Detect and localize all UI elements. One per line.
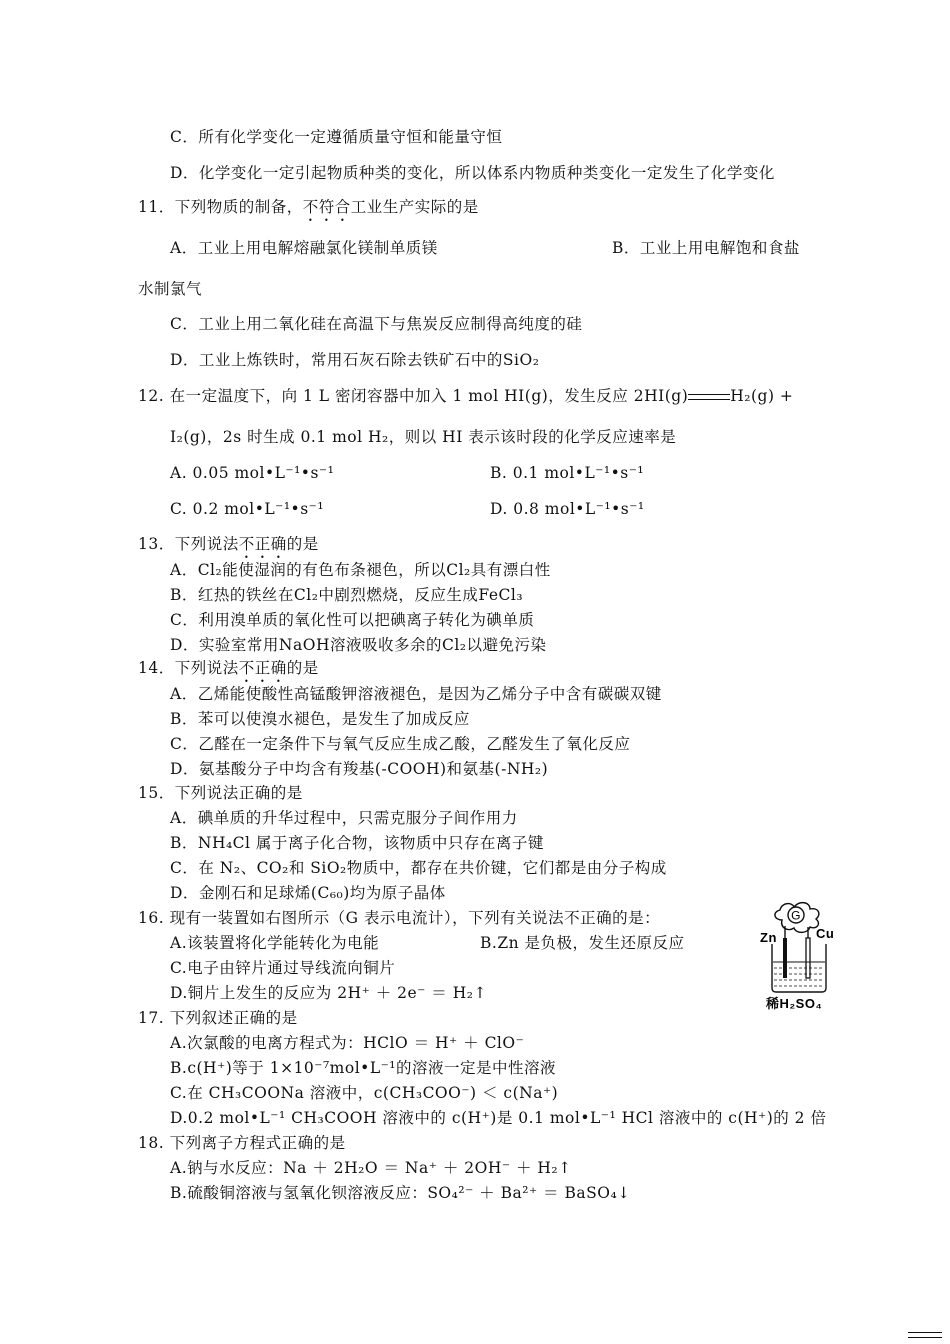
q12-stem-cont: I₂(g)，2s 时生成 0.1 mol H₂，则以 HI 表示该时段的化学反应速率是 (170, 428, 677, 446)
q16-option-a: A.该装置将化学能转化为电能 (170, 934, 380, 952)
q14-emphasis: 不正确 (238, 659, 287, 677)
q12-option-a: A. 0.05 mol•L⁻¹•s⁻¹ (170, 464, 335, 482)
corner-arrow-icon (908, 1332, 942, 1340)
q14-option-d: D．氨基酸分子中均含有羧基(-COOH)和氨基(-NH₂) (170, 760, 549, 778)
galvanic-cell-figure (752, 900, 852, 1016)
q15-option-c: C．在 N₂、CO₂和 SiO₂物质中，都存在共价键，它们都是由分子构成 (170, 859, 667, 877)
q17-stem: 17. 下列叙述正确的是 (138, 1009, 298, 1027)
q14-stem-post: 的是 (286, 659, 319, 677)
q13-option-a: A．Cl₂能使湿润的有色布条褪色，所以Cl₂具有漂白性 (170, 561, 551, 579)
q11-emphasis: 不符合 (302, 198, 351, 216)
q14-option-c: C．乙醛在一定条件下与氧气反应生成乙酸，乙醛发生了氧化反应 (170, 735, 631, 753)
solution-label: 稀H₂SO₄ (766, 996, 823, 1011)
cu-label: Cu (816, 926, 835, 941)
q14-stem-pre: 14．下列说法 (138, 659, 239, 677)
q18-option-b: B.硫酸铜溶液与氢氧化钡溶液反应：SO₄²⁻ ＋ Ba²⁺ ＝ BaSO₄↓ (170, 1184, 631, 1202)
q12-stem-post: H₂(g) + (730, 387, 794, 405)
q10-option-d: D．化学变化一定引起物质种类的变化，所以体系内物质种类变化一定发生了化学变化 (170, 164, 775, 182)
q10-option-c: C．所有化学变化一定遵循质量守恒和能量守恒 (170, 128, 503, 146)
q15-option-a: A．碘单质的升华过程中，只需克服分子间作用力 (170, 809, 518, 827)
q13-emphasis: 不正确 (238, 535, 287, 553)
cu-electrode (806, 938, 810, 978)
q11-option-c: C．工业上用二氧化硅在高温下与焦炭反应制得高纯度的硅 (170, 315, 583, 333)
q11-stem-pre: 11．下列物质的制备， (138, 198, 303, 216)
q11-option-a: A．工业上用电解熔融氯化镁制单质镁 (170, 239, 438, 257)
meter-label: G (791, 908, 801, 923)
q14-stem (138, 658, 319, 686)
q15-option-d: D．金刚石和足球烯(C₆₀)均为原子晶体 (170, 884, 446, 902)
q16-stem: 16. 现有一装置如右图所示（G 表示电流计），下列有关说法不正确的是： (138, 909, 661, 927)
q14-option-b: B．苯可以使溴水褪色，是发生了加成反应 (170, 710, 470, 728)
q17-option-b: B.c(H⁺)等于 1×10⁻⁷mol•L⁻¹的溶液一定是中性溶液 (170, 1059, 557, 1077)
q13-option-b: B．红热的铁丝在Cl₂中剧烈燃烧，反应生成FeCl₃ (170, 586, 524, 604)
q12-option-b: B. 0.1 mol•L⁻¹•s⁻¹ (490, 464, 645, 482)
q17-option-c: C.在 CH₃COONa 溶液中，c(CH₃COO⁻) ＜ c(Na⁺) (170, 1084, 559, 1102)
q14-option-a: A．乙烯能使酸性高锰酸钾溶液褪色，是因为乙烯分子中含有碳碳双键 (170, 685, 662, 703)
q16-option-d: D.铜片上发生的反应为 2H⁺ ＋ 2e⁻ ＝ H₂↑ (170, 984, 487, 1002)
q18-stem: 18. 下列离子方程式正确的是 (138, 1134, 346, 1152)
q13-option-c: C．利用溴单质的氧化性可以把碘离子转化为碘单质 (170, 611, 535, 629)
q11-option-b-cont: 水制氯气 (138, 280, 203, 298)
q11-option-b: B．工业上用电解饱和食盐 (612, 239, 800, 257)
q18-option-a: A.钠与水反应：Na ＋ 2H₂O ＝ Na⁺ ＋ 2OH⁻ ＋ H₂↑ (170, 1159, 572, 1177)
q12-stem (138, 386, 793, 406)
q13-stem-post: 的是 (286, 535, 319, 553)
q16-option-c: C.电子由锌片通过导线流向铜片 (170, 959, 396, 977)
q11-stem-post: 工业生产实际的是 (350, 198, 479, 216)
zn-electrode (783, 938, 787, 978)
q11-stem (138, 197, 479, 225)
galvanic-cell-diagram (752, 900, 852, 1016)
q17-option-a: A.次氯酸的电离方程式为：HClO ＝ H⁺ ＋ ClO⁻ (170, 1034, 525, 1052)
q15-option-b: B．NH₄Cl 属于离子化合物，该物质中只存在离子键 (170, 834, 544, 852)
q12-option-c: C. 0.2 mol•L⁻¹•s⁻¹ (170, 500, 325, 518)
q11-option-d: D．工业上炼铁时，常用石灰石除去铁矿石中的SiO₂ (170, 351, 540, 369)
equilibrium-arrow-icon (688, 392, 730, 402)
q13-option-d: D．实验室常用NaOH溶液吸收多余的Cl₂以避免污染 (170, 636, 547, 654)
q12-option-d: D. 0.8 mol•L⁻¹•s⁻¹ (490, 500, 645, 518)
q16-option-b: B.Zn 是负极，发生还原反应 (480, 934, 685, 952)
q13-stem-pre: 13．下列说法 (138, 535, 239, 553)
q13-stem (138, 534, 319, 562)
zn-label: Zn (760, 930, 777, 945)
q17-option-d: D.0.2 mol•L⁻¹ CH₃COOH 溶液中的 c(H⁺)是 0.1 mol•L⁻¹ HCl 溶液中的 c(H⁺)的 2 倍 (170, 1109, 827, 1127)
q12-stem-pre: 12. 在一定温度下，向 1 L 密闭容器中加入 1 mol HI(g)，发生反应 2HI(g) (138, 387, 689, 405)
q15-stem: 15．下列说法正确的是 (138, 784, 303, 802)
